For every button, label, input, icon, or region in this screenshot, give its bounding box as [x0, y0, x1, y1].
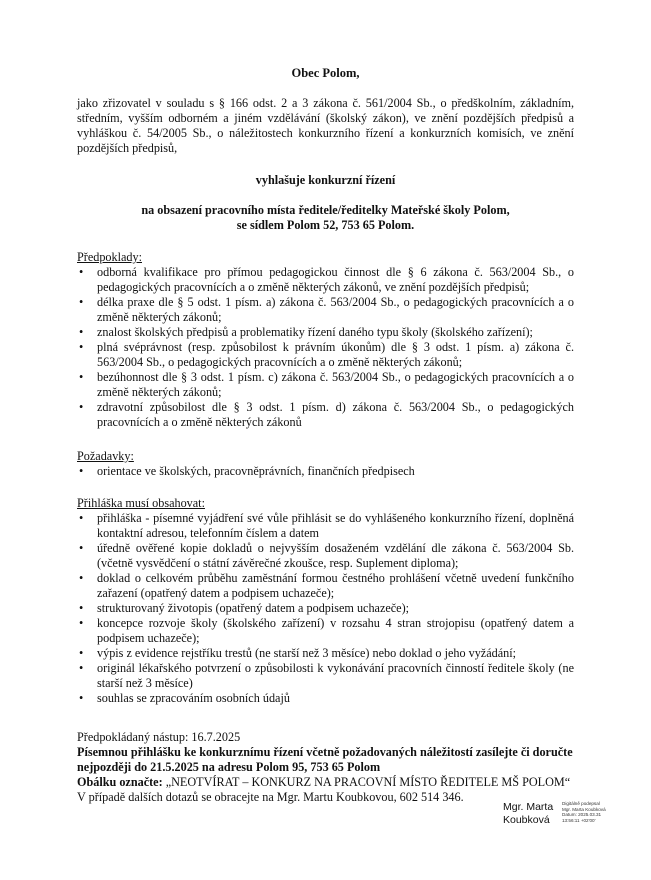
list-item: • výpis z evidence rejstříku trestů (ne starší než 3 měsíce) nebo doklad o jeho vyžádání;: [77, 646, 574, 661]
bullet-list: [77, 464, 574, 479]
bullet-list: [77, 265, 574, 430]
list-item: • koncepce rozvoje školy (školského zařízení) v rozsahu 4 stran strojopisu (opatřený datem a podpisem uchazeče);: [77, 616, 574, 646]
start-date: Předpokládaný nástup: 16.7.2025: [77, 730, 241, 744]
envelope-text: „NEOTVÍRAT – KONKURZ NA PRACOVNÍ MÍSTO ŘEDITELE MŠ POLOM“: [162, 775, 571, 789]
list-item: • doklad o celkovém průběhu zaměstnání formou čestného prohlášení včetně uvedení funkčního zařazení (opatřený datem a podpisem uchazeče);: [77, 571, 574, 601]
signature-info-line: Digitálně podepsal: [562, 801, 600, 806]
digital-signature-info: [562, 801, 606, 823]
section-prihlaska: [77, 496, 574, 706]
contact-line: V případě dalších dotazů se obracejte na Mgr. Martu Koubkovou, 602 514 346.: [77, 790, 464, 804]
section-pozadavky: [77, 449, 574, 479]
intro-paragraph: jako zřizovatel v souladu s § 166 odst. 2 a 3 zákona č. 561/2004 Sb., o předškolním, základním, středním, vyšším odborném a jiném vzdělávání (školský zákon), ve znění pozdějších předpisů a vyhláškou č. 54/2005 Sb., o náležitostech konkurzního řízení a konkurzních komisích, ve znění pozdějších předpisů,: [77, 96, 574, 155]
list-item: • strukturovaný životopis (opatřený datem a podpisem uchazeče);: [77, 601, 574, 616]
footer-block: [77, 730, 577, 805]
submission-instructions: Písemnou přihlášku ke konkurznímu řízení včetně požadovaných náležitostí zasílejte či doručte nejpozději do 21.5.2025 na adresu Polom 95, 753 65 Polom: [77, 745, 573, 774]
envelope-instructions: [77, 775, 577, 790]
list-item: • délka praxe dle § 5 odst. 1 písm. a) zákona č. 563/2004 Sb., o pedagogických pracovnících a o změně některých zákonů;: [77, 295, 574, 325]
position-line-2: se sídlem Polom 52, 753 65 Polom.: [236, 218, 415, 232]
envelope-label: Obálku označte:: [77, 775, 163, 789]
list-item: • souhlas se zpracováním osobních údajů: [77, 691, 574, 706]
list-item: • bezúhonnost dle § 3 odst. 1 písm. c) zákona č. 563/2004 Sb., o pedagogických pracovnících a o změně některých zákonů;: [77, 370, 574, 400]
list-item: • orientace ve školských, pracovněprávních, finančních předpisech: [77, 464, 574, 479]
position-line-1: na obsazení pracovního místa ředitele/ředitelky Mateřské školy Polom,: [141, 203, 510, 217]
signature-name-line-1: Mgr. Marta: [503, 801, 554, 813]
list-item: • přihláška - písemné vyjádření své vůle přihlásit se do vyhlášeného konkurzního řízení, doplněná kontaktní adresou, telefonním číslem a datem: [77, 511, 574, 541]
signature-name: [503, 801, 553, 827]
section-heading: Přihláška musí obsahovat:: [77, 496, 205, 510]
signature-info-line: Datum: 2025.03.31: [562, 812, 602, 818]
announcement: vyhlašuje konkurzní řízení: [255, 173, 396, 187]
signature-info-line: 13:56:11 +02'00': [562, 817, 596, 823]
document-title: Obec Polom,: [291, 66, 360, 80]
section-heading: Předpoklady:: [77, 250, 142, 264]
list-item: • úředně ověřené kopie dokladů o nejvyšším dosaženém vzdělání dle zákona č. 563/2004 Sb. (včetně vysvědčení o státní závěrečné zkoušce, resp. Suplement diploma);: [77, 541, 574, 571]
section-predpoklady: [77, 250, 574, 430]
position-title: [0, 203, 651, 233]
list-item: • odborná kvalifikace pro přímou pedagogickou činnost dle § 6 zákona č. 563/2004 Sb., o pedagogických pracovnících a o změně některých zákonů, ve znění pozdějších předpisů;: [77, 265, 574, 295]
signature-info-line: Mgr. Marta Koubková: [562, 806, 606, 812]
bullet-list: [77, 511, 574, 706]
list-item: • zdravotní způsobilost dle § 3 odst. 1 písm. d) zákona č. 563/2004 Sb., o pedagogických pracovnících a o změně některých zákonů: [77, 400, 574, 430]
signature-name-line-2: Koubková: [503, 814, 550, 826]
list-item: • plná svéprávnost (resp. způsobilost k právním úkonům) dle § 3 odst. 1 písm. a) zákona č. 563/2004 Sb., o pedagogických pracovnících a o změně některých zákonů;: [77, 340, 574, 370]
section-heading: Požadavky:: [77, 449, 134, 463]
list-item: • originál lékařského potvrzení o způsobilosti k vykonávání pracovních činností ředitele školy (ne starší než 3 měsíce): [77, 661, 574, 691]
list-item: • znalost školských předpisů a problematiky řízení daného typu školy (školského zařízení);: [77, 325, 574, 340]
